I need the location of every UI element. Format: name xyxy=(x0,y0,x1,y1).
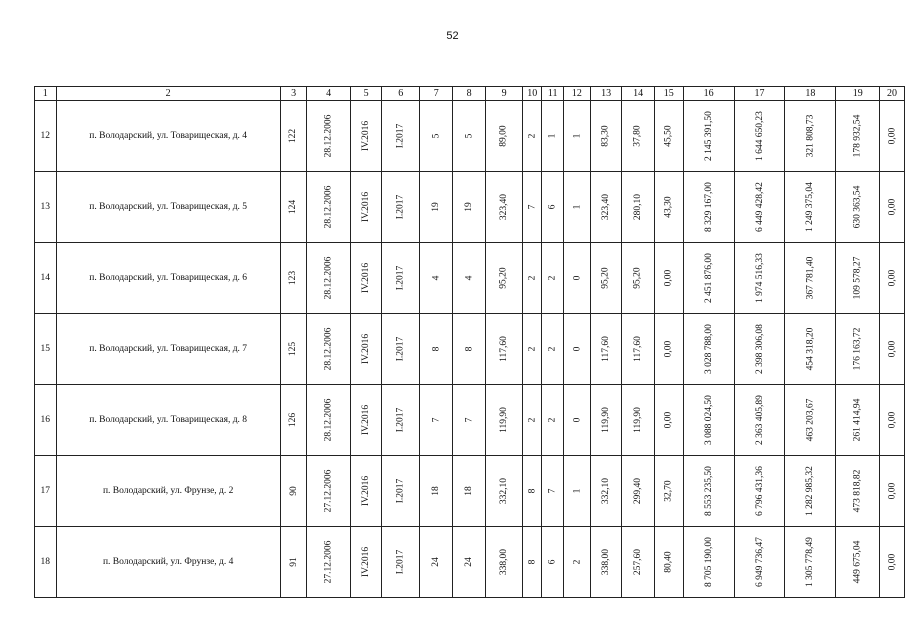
page-number: 52 xyxy=(446,30,459,42)
col-16-cell xyxy=(683,314,734,385)
col-9-value: 323,40 xyxy=(499,193,510,221)
record-id-cell xyxy=(280,243,306,314)
col-15-value: 0,00 xyxy=(663,340,674,358)
col-20-value: 0,00 xyxy=(887,269,898,287)
record-date-cell xyxy=(307,172,351,243)
col-18-value: 463 203,67 xyxy=(805,398,816,442)
col-11-cell xyxy=(542,101,564,172)
col-11-value: 2 xyxy=(547,346,558,352)
col-20-cell xyxy=(880,527,905,598)
col-17-value: 6 949 736,47 xyxy=(754,537,765,587)
col-header: 10 xyxy=(523,87,542,101)
row-number-cell: 12 xyxy=(35,101,57,172)
start-period-value: IV.2016 xyxy=(361,191,372,223)
col-header: 7 xyxy=(420,87,453,101)
record-id-cell xyxy=(280,527,306,598)
col-header: 5 xyxy=(351,87,382,101)
end-period-cell xyxy=(382,101,420,172)
col-13-cell xyxy=(590,101,622,172)
col-20-cell xyxy=(880,101,905,172)
col-16-value: 8 553 235,50 xyxy=(703,466,714,516)
col-9-cell xyxy=(486,456,523,527)
col-9-cell xyxy=(486,314,523,385)
col-11-cell xyxy=(542,243,564,314)
table-row xyxy=(35,101,905,172)
record-date-cell xyxy=(307,101,351,172)
col-header: 11 xyxy=(542,87,564,101)
col-19-cell xyxy=(836,172,880,243)
col-9-cell xyxy=(486,243,523,314)
col-16-value: 3 088 024,50 xyxy=(703,395,714,445)
col-14-value: 299,40 xyxy=(633,477,644,505)
col-19-value: 630 363,54 xyxy=(852,185,863,229)
end-period-cell xyxy=(382,172,420,243)
record-id-cell xyxy=(280,172,306,243)
col-12-cell xyxy=(563,456,590,527)
col-19-value: 176 163,72 xyxy=(852,327,863,371)
record-date-value: 28.12.2006 xyxy=(323,327,334,371)
record-id-value: 125 xyxy=(288,341,299,357)
col-12-value: 2 xyxy=(571,559,582,565)
col-16-value: 2 451 876,00 xyxy=(703,253,714,303)
col-14-cell xyxy=(622,172,654,243)
col-12-value: 0 xyxy=(571,275,582,281)
address-cell: п. Володарский, ул. Товарищеская, д. 5 xyxy=(56,172,280,243)
col-7-value: 7 xyxy=(431,417,442,423)
col-15-value: 45,50 xyxy=(663,125,674,147)
col-15-value: 80,40 xyxy=(663,551,674,573)
end-period-value: I.2017 xyxy=(395,407,406,433)
table-row xyxy=(35,456,905,527)
col-13-value: 338,00 xyxy=(601,548,612,576)
col-19-value: 261 414,94 xyxy=(852,398,863,442)
col-header: 20 xyxy=(880,87,905,101)
col-16-cell xyxy=(683,527,734,598)
col-19-value: 109 578,27 xyxy=(852,256,863,300)
col-header: 13 xyxy=(590,87,622,101)
record-date-cell xyxy=(307,527,351,598)
col-12-value: 1 xyxy=(571,133,582,139)
col-11-cell xyxy=(542,172,564,243)
col-7-cell xyxy=(420,101,453,172)
col-16-value: 2 145 391,50 xyxy=(703,111,714,161)
start-period-value: IV.2016 xyxy=(361,475,372,507)
col-13-cell xyxy=(590,172,622,243)
col-10-value: 7 xyxy=(527,204,538,210)
end-period-cell xyxy=(382,243,420,314)
col-8-cell xyxy=(453,172,486,243)
row-number-cell: 13 xyxy=(35,172,57,243)
col-15-value: 43,30 xyxy=(663,196,674,218)
col-8-cell xyxy=(453,243,486,314)
col-15-cell xyxy=(654,314,683,385)
col-13-cell xyxy=(590,243,622,314)
col-19-cell xyxy=(836,243,880,314)
start-period-value: IV.2016 xyxy=(361,262,372,294)
col-9-value: 119,90 xyxy=(499,407,510,433)
col-14-cell xyxy=(622,385,654,456)
col-18-cell xyxy=(785,101,836,172)
col-13-value: 332,10 xyxy=(601,477,612,505)
col-19-cell xyxy=(836,456,880,527)
col-12-value: 1 xyxy=(571,204,582,210)
col-header: 9 xyxy=(486,87,523,101)
col-7-cell xyxy=(420,243,453,314)
record-date-value: 27.12.2006 xyxy=(323,540,334,584)
col-13-value: 83,30 xyxy=(601,125,612,147)
col-18-value: 454 318,20 xyxy=(805,327,816,371)
col-9-value: 338,00 xyxy=(499,548,510,576)
col-20-value: 0,00 xyxy=(887,411,898,429)
record-id-value: 123 xyxy=(288,270,299,286)
col-header: 18 xyxy=(785,87,836,101)
col-18-value: 321 808,73 xyxy=(805,114,816,158)
end-period-cell xyxy=(382,456,420,527)
col-10-value: 2 xyxy=(527,417,538,423)
col-header: 2 xyxy=(56,87,280,101)
col-17-value: 2 363 405,89 xyxy=(754,395,765,445)
end-period-value: I.2017 xyxy=(395,194,406,220)
col-7-cell xyxy=(420,385,453,456)
col-11-value: 6 xyxy=(547,559,558,565)
col-13-cell xyxy=(590,314,622,385)
col-14-value: 95,20 xyxy=(633,267,644,289)
end-period-value: I.2017 xyxy=(395,336,406,362)
col-14-cell xyxy=(622,456,654,527)
record-date-value: 28.12.2006 xyxy=(323,256,334,300)
col-15-value: 0,00 xyxy=(663,269,674,287)
row-number-cell: 18 xyxy=(35,527,57,598)
col-11-value: 6 xyxy=(547,204,558,210)
col-12-value: 1 xyxy=(571,488,582,494)
col-18-value: 367 781,40 xyxy=(805,256,816,300)
col-13-value: 119,90 xyxy=(601,407,612,433)
col-header: 12 xyxy=(563,87,590,101)
col-14-cell xyxy=(622,527,654,598)
col-18-value: 1 305 778,49 xyxy=(805,537,816,587)
table-row xyxy=(35,385,905,456)
col-11-value: 7 xyxy=(547,488,558,494)
end-period-cell xyxy=(382,527,420,598)
start-period-value: IV.2016 xyxy=(361,546,372,578)
col-20-value: 0,00 xyxy=(887,553,898,571)
col-12-cell xyxy=(563,527,590,598)
col-16-cell xyxy=(683,385,734,456)
col-16-cell xyxy=(683,456,734,527)
record-date-value: 28.12.2006 xyxy=(323,185,334,229)
col-16-value: 3 028 788,00 xyxy=(703,324,714,374)
col-16-cell xyxy=(683,101,734,172)
col-11-value: 2 xyxy=(547,417,558,423)
col-10-value: 8 xyxy=(527,488,538,494)
col-17-value: 6 796 431,36 xyxy=(754,466,765,516)
col-13-value: 323,40 xyxy=(601,193,612,221)
col-16-cell xyxy=(683,243,734,314)
col-19-value: 449 675,04 xyxy=(852,540,863,584)
col-7-value: 8 xyxy=(431,346,442,352)
col-19-cell xyxy=(836,527,880,598)
end-period-value: I.2017 xyxy=(395,478,406,504)
col-12-cell xyxy=(563,385,590,456)
col-9-value: 117,60 xyxy=(499,336,510,362)
end-period-cell xyxy=(382,314,420,385)
col-12-value: 0 xyxy=(571,417,582,423)
col-18-value: 1 282 985,32 xyxy=(805,466,816,516)
col-18-cell xyxy=(785,243,836,314)
address-cell: п. Володарский, ул. Товарищеская, д. 6 xyxy=(56,243,280,314)
record-date-cell xyxy=(307,456,351,527)
col-11-cell xyxy=(542,527,564,598)
col-header: 6 xyxy=(382,87,420,101)
registry-table xyxy=(34,86,905,598)
col-8-value: 18 xyxy=(464,486,475,496)
col-7-value: 4 xyxy=(431,275,442,281)
col-header: 15 xyxy=(654,87,683,101)
record-id-value: 122 xyxy=(288,128,299,144)
col-18-cell xyxy=(785,172,836,243)
table-row xyxy=(35,314,905,385)
col-header: 19 xyxy=(836,87,880,101)
col-18-cell xyxy=(785,527,836,598)
col-13-cell xyxy=(590,527,622,598)
col-10-cell xyxy=(523,456,542,527)
col-15-cell xyxy=(654,456,683,527)
start-period-cell xyxy=(351,172,382,243)
col-10-cell xyxy=(523,172,542,243)
col-20-value: 0,00 xyxy=(887,198,898,216)
col-14-value: 119,90 xyxy=(633,407,644,433)
col-11-value: 1 xyxy=(547,133,558,139)
address-cell: п. Володарский, ул. Товарищеская, д. 4 xyxy=(56,101,280,172)
col-13-cell xyxy=(590,456,622,527)
col-20-cell xyxy=(880,314,905,385)
col-19-cell xyxy=(836,101,880,172)
col-header: 3 xyxy=(280,87,306,101)
col-18-cell xyxy=(785,456,836,527)
record-date-cell xyxy=(307,385,351,456)
col-8-cell xyxy=(453,527,486,598)
col-8-value: 5 xyxy=(464,133,475,139)
table-row xyxy=(35,243,905,314)
start-period-cell xyxy=(351,385,382,456)
col-12-cell xyxy=(563,243,590,314)
col-header: 8 xyxy=(453,87,486,101)
col-17-cell xyxy=(734,314,785,385)
record-id-cell xyxy=(280,314,306,385)
record-id-value: 124 xyxy=(288,199,299,215)
col-17-cell xyxy=(734,527,785,598)
col-8-value: 4 xyxy=(464,275,475,281)
start-period-cell xyxy=(351,243,382,314)
col-16-value: 8 329 167,00 xyxy=(703,182,714,232)
col-7-cell xyxy=(420,172,453,243)
col-19-cell xyxy=(836,385,880,456)
col-10-value: 2 xyxy=(527,133,538,139)
col-17-cell xyxy=(734,243,785,314)
col-7-value: 24 xyxy=(431,557,442,567)
col-header: 14 xyxy=(622,87,654,101)
col-12-cell xyxy=(563,314,590,385)
col-11-cell xyxy=(542,314,564,385)
address-cell: п. Володарский, ул. Товарищеская, д. 7 xyxy=(56,314,280,385)
start-period-cell xyxy=(351,527,382,598)
col-8-cell xyxy=(453,314,486,385)
start-period-cell xyxy=(351,314,382,385)
record-id-cell xyxy=(280,385,306,456)
col-7-value: 19 xyxy=(431,202,442,212)
col-7-value: 18 xyxy=(431,486,442,496)
col-17-cell xyxy=(734,456,785,527)
col-11-value: 2 xyxy=(547,275,558,281)
record-date-value: 28.12.2006 xyxy=(323,114,334,158)
col-15-value: 0,00 xyxy=(663,411,674,429)
col-20-value: 0,00 xyxy=(887,482,898,500)
col-14-value: 280,10 xyxy=(633,193,644,221)
col-10-value: 2 xyxy=(527,346,538,352)
col-18-cell xyxy=(785,385,836,456)
col-15-cell xyxy=(654,385,683,456)
col-8-value: 24 xyxy=(464,557,475,567)
col-9-cell xyxy=(486,101,523,172)
col-16-cell xyxy=(683,172,734,243)
col-17-value: 6 449 428,42 xyxy=(754,182,765,232)
record-id-value: 90 xyxy=(288,486,299,496)
start-period-cell xyxy=(351,101,382,172)
record-id-cell xyxy=(280,101,306,172)
col-7-cell xyxy=(420,527,453,598)
col-15-cell xyxy=(654,527,683,598)
record-id-value: 126 xyxy=(288,412,299,428)
col-8-value: 19 xyxy=(464,202,475,212)
col-17-value: 1 974 516,33 xyxy=(754,253,765,303)
col-10-value: 2 xyxy=(527,275,538,281)
record-id-cell xyxy=(280,456,306,527)
col-20-value: 0,00 xyxy=(887,340,898,358)
col-9-value: 95,20 xyxy=(499,267,510,289)
col-header: 1 xyxy=(35,87,57,101)
col-13-value: 95,20 xyxy=(601,267,612,289)
col-19-value: 473 818,82 xyxy=(852,469,863,513)
record-id-value: 91 xyxy=(288,557,299,567)
col-8-cell xyxy=(453,101,486,172)
record-date-cell xyxy=(307,314,351,385)
col-9-value: 89,00 xyxy=(499,125,510,147)
col-20-cell xyxy=(880,172,905,243)
col-17-cell xyxy=(734,101,785,172)
col-19-cell xyxy=(836,314,880,385)
record-date-value: 28.12.2006 xyxy=(323,398,334,442)
col-16-value: 8 705 190,00 xyxy=(703,537,714,587)
col-20-cell xyxy=(880,456,905,527)
end-period-value: I.2017 xyxy=(395,549,406,575)
end-period-value: I.2017 xyxy=(395,265,406,291)
col-15-cell xyxy=(654,101,683,172)
col-9-cell xyxy=(486,527,523,598)
col-20-cell xyxy=(880,385,905,456)
end-period-value: I.2017 xyxy=(395,123,406,149)
address-cell: п. Володарский, ул. Фрунзе, д. 4 xyxy=(56,527,280,598)
col-11-cell xyxy=(542,385,564,456)
col-12-cell xyxy=(563,172,590,243)
col-10-cell xyxy=(523,243,542,314)
col-18-cell xyxy=(785,314,836,385)
row-number-cell: 15 xyxy=(35,314,57,385)
col-15-value: 32,70 xyxy=(663,480,674,502)
col-10-cell xyxy=(523,527,542,598)
col-10-cell xyxy=(523,314,542,385)
col-13-cell xyxy=(590,385,622,456)
col-19-value: 178 932,54 xyxy=(852,114,863,158)
col-8-cell xyxy=(453,456,486,527)
record-date-cell xyxy=(307,243,351,314)
table-row xyxy=(35,527,905,598)
row-number-cell: 14 xyxy=(35,243,57,314)
col-8-value: 8 xyxy=(464,346,475,352)
col-12-value: 0 xyxy=(571,346,582,352)
col-10-value: 8 xyxy=(527,559,538,565)
col-13-value: 117,60 xyxy=(601,336,612,362)
col-11-cell xyxy=(542,456,564,527)
col-header: 16 xyxy=(683,87,734,101)
end-period-cell xyxy=(382,385,420,456)
col-15-cell xyxy=(654,243,683,314)
col-17-value: 1 644 650,23 xyxy=(754,111,765,161)
col-17-value: 2 398 306,08 xyxy=(754,324,765,374)
row-number-cell: 17 xyxy=(35,456,57,527)
col-17-cell xyxy=(734,172,785,243)
col-14-cell xyxy=(622,101,654,172)
col-7-cell xyxy=(420,314,453,385)
start-period-value: IV.2016 xyxy=(361,120,372,152)
col-7-cell xyxy=(420,456,453,527)
col-9-cell xyxy=(486,172,523,243)
address-cell: п. Володарский, ул. Фрунзе, д. 2 xyxy=(56,456,280,527)
col-9-cell xyxy=(486,385,523,456)
col-14-value: 117,60 xyxy=(633,336,644,362)
col-20-cell xyxy=(880,243,905,314)
start-period-cell xyxy=(351,456,382,527)
col-14-value: 257,60 xyxy=(633,548,644,576)
col-header: 17 xyxy=(734,87,785,101)
col-18-value: 1 249 375,04 xyxy=(805,182,816,232)
col-20-value: 0,00 xyxy=(887,127,898,145)
col-15-cell xyxy=(654,172,683,243)
col-12-cell xyxy=(563,101,590,172)
record-date-value: 27.12.2006 xyxy=(323,469,334,513)
col-header: 4 xyxy=(307,87,351,101)
table-row xyxy=(35,172,905,243)
start-period-value: IV.2016 xyxy=(361,404,372,436)
address-cell: п. Володарский, ул. Товарищеская, д. 8 xyxy=(56,385,280,456)
col-14-value: 37,80 xyxy=(633,125,644,147)
column-number-row xyxy=(35,87,905,101)
col-9-value: 332,10 xyxy=(499,477,510,505)
col-7-value: 5 xyxy=(431,133,442,139)
col-8-cell xyxy=(453,385,486,456)
col-14-cell xyxy=(622,314,654,385)
col-10-cell xyxy=(523,101,542,172)
col-14-cell xyxy=(622,243,654,314)
start-period-value: IV.2016 xyxy=(361,333,372,365)
col-10-cell xyxy=(523,385,542,456)
col-17-cell xyxy=(734,385,785,456)
col-8-value: 7 xyxy=(464,417,475,423)
row-number-cell: 16 xyxy=(35,385,57,456)
